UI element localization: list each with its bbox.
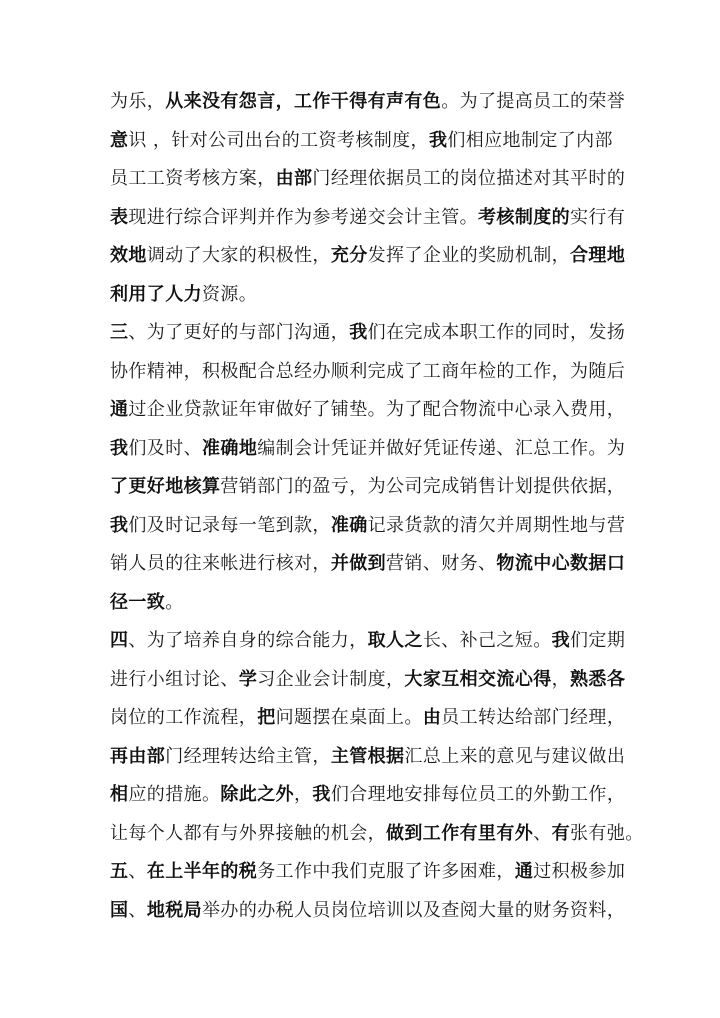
text-line xyxy=(110,391,626,430)
text-line xyxy=(110,622,626,661)
text-line xyxy=(110,353,626,392)
text-run: 员工工资考核方案， xyxy=(110,168,276,189)
text-run: 岗位的工作流程， xyxy=(110,707,258,728)
text-run: 习企业会计制度， xyxy=(257,668,405,690)
text-run: 长、补己之短。 xyxy=(422,630,552,651)
text-run: 应的措施。 xyxy=(128,784,221,805)
bold-text-run: 地税局 xyxy=(146,899,203,921)
text-run: 举办的办税人员岗位培训以及查阅大量的财务资料， xyxy=(202,899,626,921)
text-run: 们定期 xyxy=(570,630,626,651)
text-run: 门经理依据员工的岗位描述对其平时的 xyxy=(312,168,626,189)
text-run: 员工转达给部门经理， xyxy=(441,707,626,728)
bold-text-run: 国 xyxy=(110,899,129,921)
text-line xyxy=(110,853,626,892)
bold-text-run: 我 xyxy=(312,784,331,805)
text-run: 、 xyxy=(128,899,147,921)
text-line xyxy=(110,276,610,315)
text-line xyxy=(110,584,610,623)
bold-text-run: 主管根据 xyxy=(330,745,405,767)
text-line xyxy=(110,507,626,546)
text-run: 识 ，针对公司出台的工资考核制度， xyxy=(128,129,429,151)
bold-text-run: 通 xyxy=(514,861,534,882)
text-run: 编制会计凭证并做好凭证传递、汇总工作。为 xyxy=(257,437,626,459)
text-run: 营销部门的盈亏，为公司完成销售计划提供依据， xyxy=(220,476,626,497)
bold-text-run: 充分 xyxy=(330,245,368,266)
text-run: 实行有 xyxy=(570,206,626,228)
bold-text-run: 从来没有怨言，工作干得有声有色 xyxy=(165,91,442,112)
text-run: 务工作中我们克服了许多困难， xyxy=(257,861,515,882)
bold-text-run: 我 xyxy=(551,630,571,651)
text-run: 、为了更好的与部门沟通， xyxy=(128,322,350,343)
text-run: 们在完成本职工作的同时，发扬 xyxy=(367,322,626,343)
bold-text-run: 取人之 xyxy=(367,630,423,651)
text-line xyxy=(110,468,626,507)
text-run: 、 xyxy=(128,861,147,882)
document-body xyxy=(110,83,644,930)
bold-text-run: 有 xyxy=(551,822,571,844)
bold-text-run: 学 xyxy=(238,668,258,690)
text-run: 们相应地制定了内部 xyxy=(447,129,613,151)
bold-text-run: 三 xyxy=(110,322,129,343)
bold-text-run: 除此之外 xyxy=(220,784,295,805)
bold-text-run: 我 xyxy=(349,322,368,343)
bold-text-run: 相 xyxy=(110,784,129,805)
bold-text-run: 并做到 xyxy=(330,553,387,574)
text-line xyxy=(110,776,626,815)
text-run: 协作精神，积极配合总经办顺利完成了工商年检的工作，为随后 xyxy=(110,360,626,382)
text-line xyxy=(110,892,626,931)
text-run: ， xyxy=(294,784,313,805)
bold-text-run: 我 xyxy=(110,437,129,459)
text-run: 。 xyxy=(165,591,184,613)
text-line xyxy=(110,314,626,353)
bold-text-run: 做到工作有里有外 xyxy=(386,822,534,844)
text-run: 们及时、 xyxy=(128,437,203,459)
text-run: 记录货款的清欠并周期性地与营 xyxy=(367,514,626,536)
text-run: 张有弛。 xyxy=(570,822,644,844)
bold-text-run: 四 xyxy=(110,630,129,651)
text-line xyxy=(110,738,626,777)
bold-text-run: 由部 xyxy=(275,168,313,189)
text-line xyxy=(110,430,626,469)
text-run: 让每个人都有与外界接触的机会， xyxy=(110,822,386,844)
text-run: 现进行综合评判并作为参考递交会计主管。 xyxy=(128,206,479,228)
text-run: 资源。 xyxy=(202,283,258,305)
text-run: 、 xyxy=(533,822,552,844)
text-run: 销人员的往来帐进行核对， xyxy=(110,553,331,574)
text-line xyxy=(110,237,626,276)
bold-text-run: 大家互相交流心得 xyxy=(404,668,552,690)
bold-text-run: 由 xyxy=(422,707,442,728)
text-line xyxy=(110,199,626,238)
text-run: 过积极参加 xyxy=(533,861,626,882)
bold-text-run: 表 xyxy=(110,206,129,228)
text-run: 。为了提高员工的荣誉 xyxy=(441,91,626,112)
bold-text-run: 意 xyxy=(110,129,129,151)
bold-text-run: 再由部 xyxy=(110,745,166,767)
bold-text-run: 效地 xyxy=(110,245,147,266)
text-run: 进行小组讨论、 xyxy=(110,668,239,690)
bold-text-run: 我 xyxy=(428,129,448,151)
text-run: 过企业贷款证年审做好了铺垫。为了配合物流中心录入费用， xyxy=(128,399,626,420)
text-line xyxy=(110,83,626,122)
text-line xyxy=(110,160,626,199)
bold-text-run: 通 xyxy=(110,399,129,420)
bold-text-run: 在上半年的税 xyxy=(146,861,258,882)
bold-text-run: 物流中心数据口 xyxy=(496,553,626,574)
text-run: 汇总上来的意见与建议做出 xyxy=(404,745,626,767)
bold-text-run: 熟悉各 xyxy=(570,668,626,690)
text-run: 调动了大家的积极性， xyxy=(146,245,331,266)
bold-text-run: 利用了人力 xyxy=(110,283,202,305)
text-run: 门经理转达给主管， xyxy=(165,745,331,767)
text-line xyxy=(110,661,626,700)
text-run: 发挥了企业的奖励机制， xyxy=(367,245,571,266)
text-run: ， xyxy=(551,668,571,690)
bold-text-run: 准确地 xyxy=(202,437,258,459)
text-line xyxy=(110,545,626,584)
bold-text-run: 了更好地核算 xyxy=(110,476,221,497)
text-run: 为乐， xyxy=(110,91,166,112)
text-line xyxy=(110,699,626,738)
bold-text-run: 径一致 xyxy=(110,591,166,613)
bold-text-run: 合理地 xyxy=(570,245,626,266)
bold-text-run: 我 xyxy=(110,514,129,536)
text-run: 们合理地安排每位员工的外勤工作， xyxy=(330,784,626,805)
text-run: 问题摆在桌面上。 xyxy=(275,707,423,728)
text-line xyxy=(110,122,613,161)
bold-text-run: 把 xyxy=(257,707,276,728)
text-line xyxy=(110,815,644,854)
text-run: 营销、财务、 xyxy=(386,553,497,574)
bold-text-run: 考核制度的 xyxy=(478,206,571,228)
bold-text-run: 准确 xyxy=(330,514,368,536)
text-run: 们及时记录每一笔到款， xyxy=(128,514,331,536)
text-run: 、为了培养自身的综合能力， xyxy=(128,630,368,651)
bold-text-run: 五 xyxy=(110,861,129,882)
